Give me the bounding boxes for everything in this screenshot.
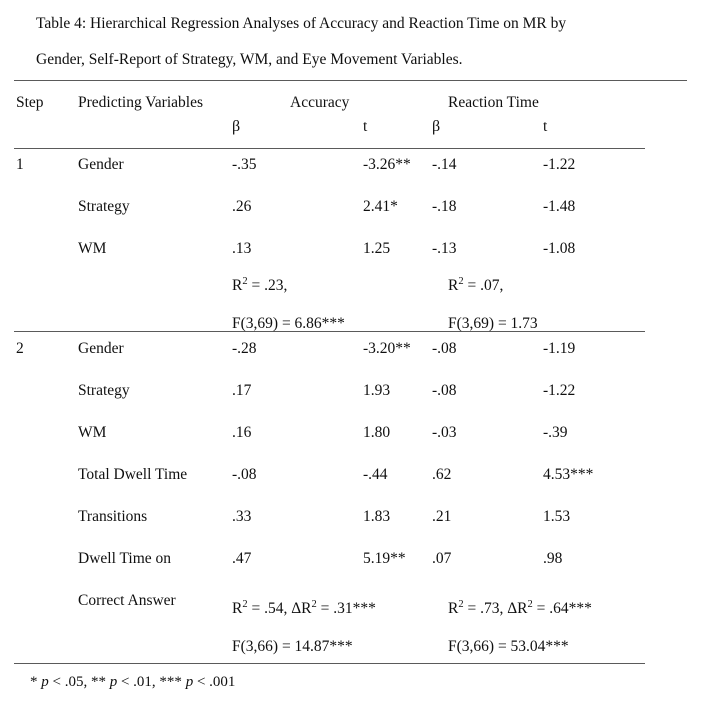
accuracy-f-statistic: F(3,66) = 14.87*** [232,638,353,655]
caption-line-2: Gender, Self-Report of Strategy, WM, and Eye Movement Variables. [36,51,463,68]
header-group-reaction-time: Reaction Time [448,94,539,111]
variable-name: Total Dwell Time [78,466,188,483]
table-row [0,454,701,496]
accuracy-t: 1.83 [363,508,391,525]
accuracy-beta: .47 [232,550,252,567]
accuracy-beta: -.35 [232,156,257,173]
table-row [0,538,701,580]
rt-beta: -.03 [432,424,457,441]
rt-beta: -.08 [432,340,457,357]
rt-beta: -.18 [432,198,457,215]
accuracy-r-squared: $R^2 = .54$, $\Delta R^2 = .31***$ [232,598,376,617]
table-caption [36,6,676,78]
rt-beta: -.08 [432,382,457,399]
table-row [0,144,701,186]
footnote-seg-3: < .01, *** [117,674,186,690]
accuracy-t: 1.25 [363,240,391,257]
header-t-accuracy: t [363,118,368,135]
header-t-rt: t [543,118,548,135]
accuracy-t: 5.19** [363,550,406,567]
rt-beta: -.14 [432,156,457,173]
rt-t: 1.53 [543,508,571,525]
table-top-rule [14,80,687,81]
table-row [0,228,701,270]
step1-r-squared-row [0,265,701,307]
footnote-p-2: p [109,674,118,690]
accuracy-beta: .13 [232,240,252,257]
footnote-p-1: p [41,674,49,690]
accuracy-t: 1.80 [363,424,391,441]
rt-beta: -.13 [432,240,457,257]
step-number: 1 [16,156,24,173]
variable-name: Dwell Time on [78,550,172,567]
step2-f-statistic-row [0,626,701,668]
table-row [0,328,701,370]
rt-t: -1.08 [543,240,576,257]
header-step: Step [16,94,44,111]
accuracy-beta: .17 [232,382,252,399]
rt-f-statistic: F(3,66) = 53.04*** [448,638,569,655]
accuracy-beta: .26 [232,198,252,215]
accuracy-beta: -.08 [232,466,257,483]
variable-name: Transitions [78,508,148,525]
accuracy-t: 1.93 [363,382,391,399]
rt-beta: .21 [432,508,452,525]
rt-t: 4.53*** [543,466,594,483]
variable-name: Gender [78,340,124,357]
accuracy-beta: .16 [232,424,252,441]
accuracy-t: 2.41* [363,198,398,215]
accuracy-f-statistic: F(3,69) = 6.86*** [232,315,345,332]
rt-beta: .62 [432,466,452,483]
header-predicting-variables: Predicting Variables [78,94,203,111]
rt-r-squared: $R^2 = .07$, [448,275,504,294]
footnote-seg-1: * [30,674,42,690]
accuracy-beta: -.28 [232,340,257,357]
rt-beta: .07 [432,550,452,567]
rt-r-squared: $R^2 = .73$, $\Delta R^2 = .64***$ [448,598,592,617]
accuracy-r-squared: $R^2 = .23$, [232,275,288,294]
header-group-accuracy: Accuracy [290,94,350,111]
table-row [0,496,701,538]
accuracy-t: -.44 [363,466,388,483]
footnote-p-3: p [185,674,194,690]
variable-name-continuation: Correct Answer [78,592,176,609]
rt-t: -1.19 [543,340,576,357]
rt-t: -1.22 [543,382,576,399]
variable-name: Gender [78,156,124,173]
variable-name: Strategy [78,198,130,215]
accuracy-t: -3.20** [363,340,411,357]
rt-t: -.39 [543,424,568,441]
step-number: 2 [16,340,24,357]
rt-t: .98 [543,550,563,567]
table-subheader-row [0,106,701,148]
header-beta-rt: β [432,118,441,135]
footnote-seg-4: < .001 [193,674,236,690]
accuracy-beta: .33 [232,508,252,525]
table-row [0,370,701,412]
table-row [0,412,701,454]
footnote-seg-2: < .05, ** [48,674,110,690]
step2-r-squared-row [0,588,701,630]
accuracy-t: -3.26** [363,156,411,173]
significance-footnote [30,666,235,698]
rt-t: -1.22 [543,156,576,173]
variable-name: WM [78,240,107,257]
header-beta-accuracy: β [232,118,241,135]
variable-name: WM [78,424,107,441]
table-row [0,186,701,228]
rt-f-statistic: F(3,69) = 1.73 [448,315,538,332]
variable-name: Strategy [78,382,130,399]
caption-line-1: Table 4: Hierarchical Regression Analyses of Accuracy and Reaction Time on MR by [36,15,567,32]
rt-t: -1.48 [543,198,576,215]
